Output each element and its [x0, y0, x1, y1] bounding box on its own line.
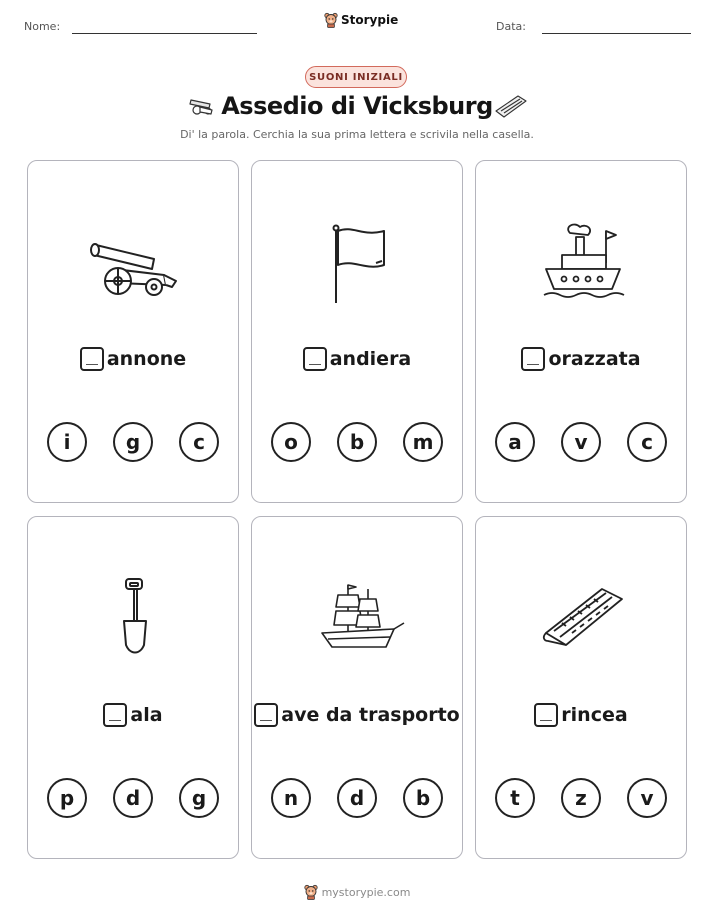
- word-text: rincea: [561, 704, 628, 726]
- letter-choices: [495, 422, 667, 462]
- letter-choice[interactable]: i: [47, 422, 87, 462]
- cannon-icon: [84, 219, 184, 309]
- worksheet-title: Assedio di Vicksburg: [221, 92, 493, 120]
- first-letter-box[interactable]: [303, 347, 327, 371]
- letter-choice[interactable]: b: [403, 778, 443, 818]
- word-card: [251, 516, 463, 859]
- bear-mascot-icon: [304, 884, 318, 900]
- word-text: andiera: [329, 348, 412, 370]
- word-card: [27, 160, 239, 503]
- letter-choice[interactable]: v: [561, 422, 601, 462]
- letter-choices: [495, 778, 667, 818]
- letter-choices: [47, 778, 219, 818]
- first-letter-box[interactable]: [254, 703, 278, 727]
- letter-choice[interactable]: g: [179, 778, 219, 818]
- sailing-ship-icon: [308, 575, 408, 665]
- name-label: Nome:: [24, 20, 61, 33]
- word-card: [251, 160, 463, 503]
- word-text: ala: [130, 704, 163, 726]
- letter-choice[interactable]: a: [495, 422, 535, 462]
- word-text: orazzata: [548, 348, 641, 370]
- word-row: [476, 703, 686, 727]
- word-card: [475, 160, 687, 503]
- letter-choice[interactable]: c: [627, 422, 667, 462]
- footer-url[interactable]: mystorypie.com: [321, 885, 411, 899]
- bear-mascot-icon: [324, 12, 338, 28]
- brand-name: Storypie: [341, 13, 399, 27]
- letter-choice[interactable]: b: [337, 422, 377, 462]
- word-card: [475, 516, 687, 859]
- letter-choices: [47, 422, 219, 462]
- letter-choice[interactable]: c: [179, 422, 219, 462]
- first-letter-box[interactable]: [103, 703, 127, 727]
- letter-choice[interactable]: n: [271, 778, 311, 818]
- date-field[interactable]: [542, 33, 691, 34]
- first-letter-box[interactable]: [521, 347, 545, 371]
- letter-choice[interactable]: v: [627, 778, 667, 818]
- word-text: annone: [106, 348, 187, 370]
- instructions: Di' la parola. Cerchia la sua prima lettera e scrivila nella casella.: [180, 128, 534, 141]
- letter-choice[interactable]: t: [495, 778, 535, 818]
- letter-choice[interactable]: z: [561, 778, 601, 818]
- word-row: [252, 347, 462, 371]
- letter-choice[interactable]: m: [403, 422, 443, 462]
- word-row: [28, 347, 238, 371]
- word-row: [28, 703, 238, 727]
- brand-logo: [324, 12, 398, 28]
- name-field[interactable]: [72, 33, 257, 34]
- steamboat-icon: [532, 219, 632, 309]
- letter-choice[interactable]: o: [271, 422, 311, 462]
- trench-title-icon: [494, 93, 528, 119]
- letter-choice[interactable]: g: [113, 422, 153, 462]
- word-text: ave da trasporto: [281, 704, 460, 726]
- letter-choice[interactable]: d: [113, 778, 153, 818]
- worksheet-header: [0, 0, 714, 50]
- letter-choice[interactable]: d: [337, 778, 377, 818]
- footer: [0, 884, 714, 900]
- letter-choices: [271, 778, 443, 818]
- category-badge: SUONI INIZIALI: [305, 66, 407, 88]
- letter-choices: [271, 422, 443, 462]
- word-row: [252, 703, 462, 727]
- flag-icon: [308, 219, 408, 309]
- date-label: Data:: [496, 20, 526, 33]
- word-card: [27, 516, 239, 859]
- first-letter-box[interactable]: [534, 703, 558, 727]
- trench-icon: [532, 575, 632, 665]
- first-letter-box[interactable]: [80, 347, 104, 371]
- shovel-icon: [84, 575, 184, 665]
- letter-choice[interactable]: p: [47, 778, 87, 818]
- word-row: [476, 347, 686, 371]
